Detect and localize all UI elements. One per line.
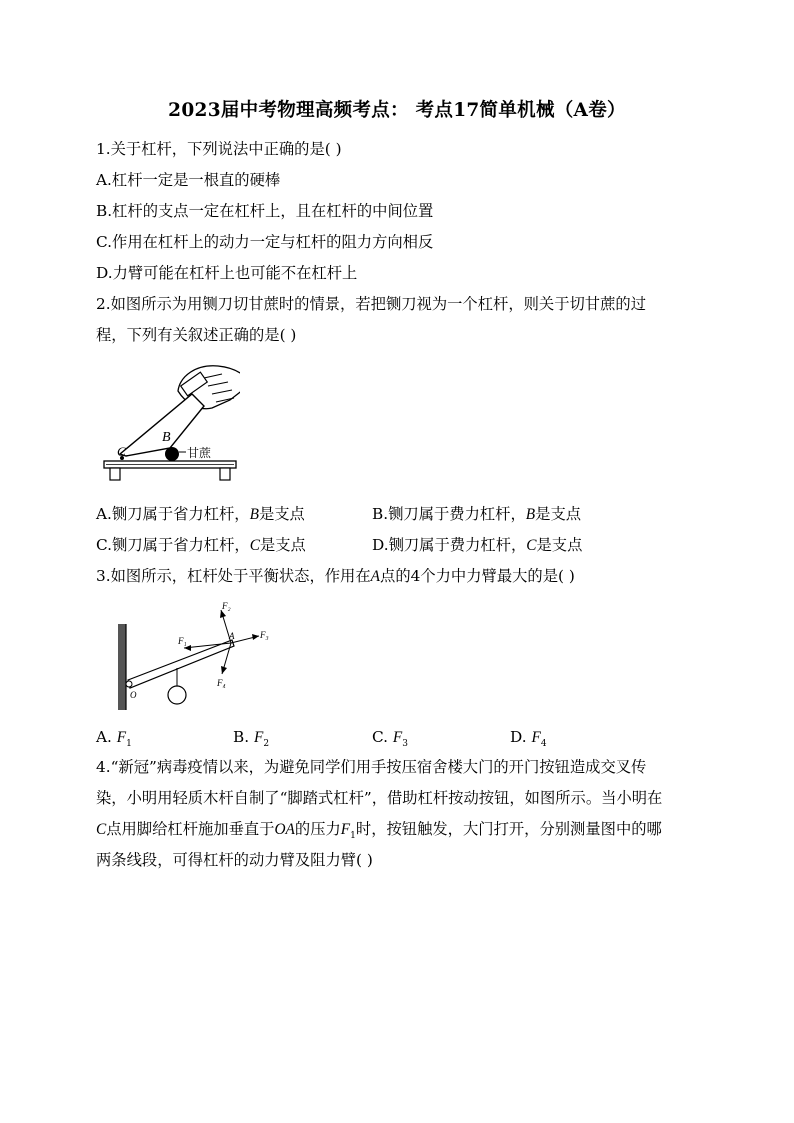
q3-option-a: A. $F_1$ bbox=[96, 728, 132, 750]
sugarcane-circle bbox=[165, 447, 179, 461]
q1-option-a: A.杠杆一定是一根直的硬棒 bbox=[96, 171, 281, 189]
q4-line2: 染，小明用轻质木杆自制了“脚踏式杠杆”，借助杠杆按动按钮，如图所示。当小明在 bbox=[96, 789, 663, 807]
q1-option-b: B.杠杆的支点一定在杠杆上，且在杠杆的中间位置 bbox=[96, 202, 434, 220]
label-a: A bbox=[229, 631, 235, 641]
q4-line3: C点用脚给杠杆施加垂直于OA的压力$F_1$时，按钮触发，大门打开，分别测量图中的哪 bbox=[96, 820, 662, 842]
q2-stem-line2: 程，下列有关叙述正确的是( ) bbox=[96, 326, 297, 344]
label-b: B bbox=[162, 430, 171, 445]
q4-line1: 4.“新冠”病毒疫情以来，为避免同学们用手按压宿舍楼大门的开门按钮造成交叉传 bbox=[96, 758, 647, 776]
q3-lever-figure bbox=[114, 596, 274, 714]
q4-line4: 两条线段，可得杠杆的动力臂及阻力臂( ) bbox=[96, 851, 373, 869]
q1-stem: 1.关于杠杆，下列说法中正确的是( ) bbox=[96, 140, 342, 158]
q1-option-c: C.作用在杠杆上的动力一定与杠杆的阻力方向相反 bbox=[96, 233, 434, 251]
label-sugarcane: 甘蔗 bbox=[187, 446, 212, 460]
q2-stem-line1: 2.如图所示为用铡刀切甘蔗时的情景，若把铡刀视为一个杠杆，则关于切甘蔗的过 bbox=[96, 295, 646, 313]
q2-option-b: B.铡刀属于费力杠杆，B是支点 bbox=[372, 505, 582, 523]
hanging-weight bbox=[168, 686, 186, 704]
q3-option-c: C. $F_3$ bbox=[372, 728, 408, 750]
label-f3: F₃ bbox=[260, 630, 269, 640]
q3-option-d: D. $F_4$ bbox=[510, 728, 547, 750]
q2-option-a: A.铡刀属于省力杠杆，B是支点 bbox=[96, 505, 305, 523]
q3-option-b: B. $F_2$ bbox=[233, 728, 270, 750]
label-f4: F₄ bbox=[217, 678, 226, 688]
q2-guillotine-figure bbox=[100, 356, 240, 486]
label-f1: F₁ bbox=[178, 636, 187, 646]
q2-option-d: D.铡刀属于费力杠杆，C是支点 bbox=[372, 536, 583, 554]
q2-option-c: C.铡刀属于省力杠杆，C是支点 bbox=[96, 536, 306, 554]
q3-stem: 3.如图所示，杠杆处于平衡状态，作用在A点的4个力中力臂最大的是( ) bbox=[96, 567, 575, 585]
page-title: 2023届中考物理高频考点： 考点17简单机械（A卷） bbox=[168, 100, 626, 121]
label-c: C bbox=[117, 444, 126, 459]
wall bbox=[118, 624, 126, 710]
label-o: O bbox=[130, 690, 137, 700]
label-f2: F₂ bbox=[222, 601, 231, 611]
q1-option-d: D.力臂可能在杠杆上也可能不在杠杆上 bbox=[96, 264, 358, 282]
